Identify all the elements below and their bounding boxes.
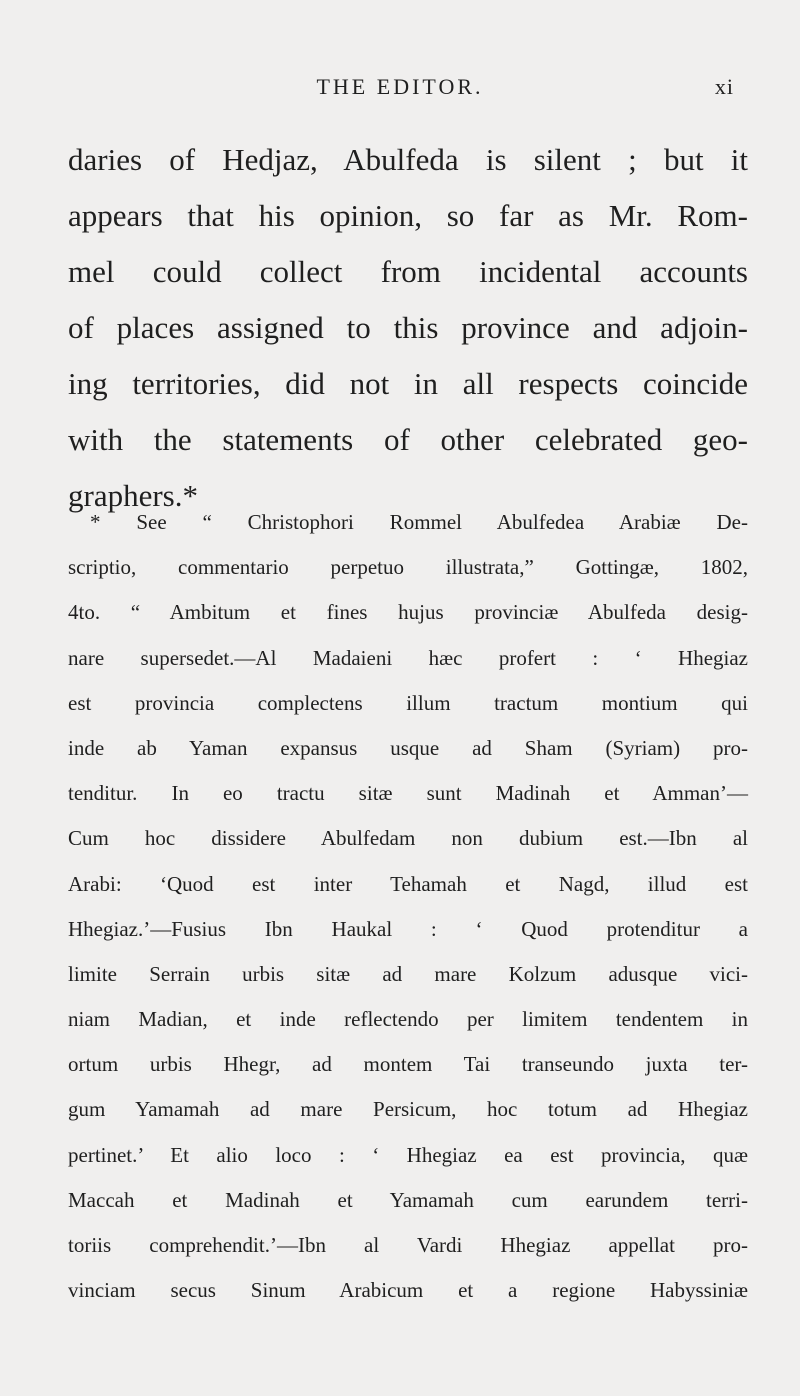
- footnote-line: ortum urbis Hhegr, ad montem Tai transeundo juxta ter-: [68, 1052, 748, 1077]
- text-line: appears that his opinion, so far as Mr. Rom-: [68, 198, 748, 233]
- footnote-line: limite Serrain urbis sitæ ad mare Kolzum adusque vici-: [68, 961, 748, 986]
- footnote-line: niam Madian, et inde reflectendo per limitem tendentem in: [68, 1007, 748, 1032]
- footnote-line: Maccah et Madinah et Yamamah cum earundem terri-: [68, 1187, 748, 1212]
- text-line: with the statements of other celebrated geo-: [68, 422, 748, 457]
- text-line: mel could collect from incidental accounts: [68, 254, 748, 289]
- footnote-line: * See “ Christophori Rommel Abulfedea Arabiæ De-: [90, 510, 748, 534]
- footnote-line: vinciam secus Sinum Arabicum et a regione Habyssiniæ: [68, 1278, 748, 1303]
- main-text: [68, 132, 748, 524]
- footnote: [68, 500, 748, 1313]
- text-line: graphers.*: [68, 478, 198, 513]
- footnote-line: Arabi: ‘Quod est inter Tehamah et Nagd, illud est: [68, 871, 748, 896]
- text-line: ing territories, did not in all respects coincide: [68, 366, 748, 401]
- footnote-line: 4to. “ Ambitum et fines hujus provinciæ Abulfeda desig-: [68, 600, 748, 625]
- footnote-line: scriptio, commentario perpetuo illustrata,” Gottingæ, 1802,: [68, 555, 748, 580]
- footnote-line: inde ab Yaman expansus usque ad Sham (Syriam) pro-: [68, 735, 748, 760]
- footnote-line: Cum hoc dissidere Abulfedam non dubium est.—Ibn al: [68, 826, 748, 851]
- text-line: daries of Hedjaz, Abulfeda is silent ; but it: [68, 142, 748, 177]
- footnote-line: gum Yamamah ad mare Persicum, hoc totum ad Hhegiaz: [68, 1097, 748, 1122]
- footnote-line: est provincia complectens illum tractum montium qui: [68, 690, 748, 715]
- footnote-line: nare supersedet.—Al Madaieni hæc profert : ‘ Hhegiaz: [68, 645, 748, 670]
- running-head: THE EDITOR.: [316, 74, 484, 99]
- page-number: xi: [714, 74, 734, 99]
- footnote-line: tenditur. In eo tractu sitæ sunt Madinah et Amman’—: [68, 781, 748, 806]
- footnote-line: Hhegiaz.’—Fusius Ibn Haukal : ‘ Quod protenditur a: [68, 916, 748, 941]
- text-line: of places assigned to this province and adjoin-: [68, 310, 748, 345]
- footnote-line: toriis comprehendit.’—Ibn al Vardi Hhegiaz appellat pro-: [68, 1233, 748, 1257]
- footnote-line: pertinet.’ Et alio loco : ‘ Hhegiaz ea est provincia, quæ: [68, 1142, 748, 1167]
- page-header: [0, 74, 800, 104]
